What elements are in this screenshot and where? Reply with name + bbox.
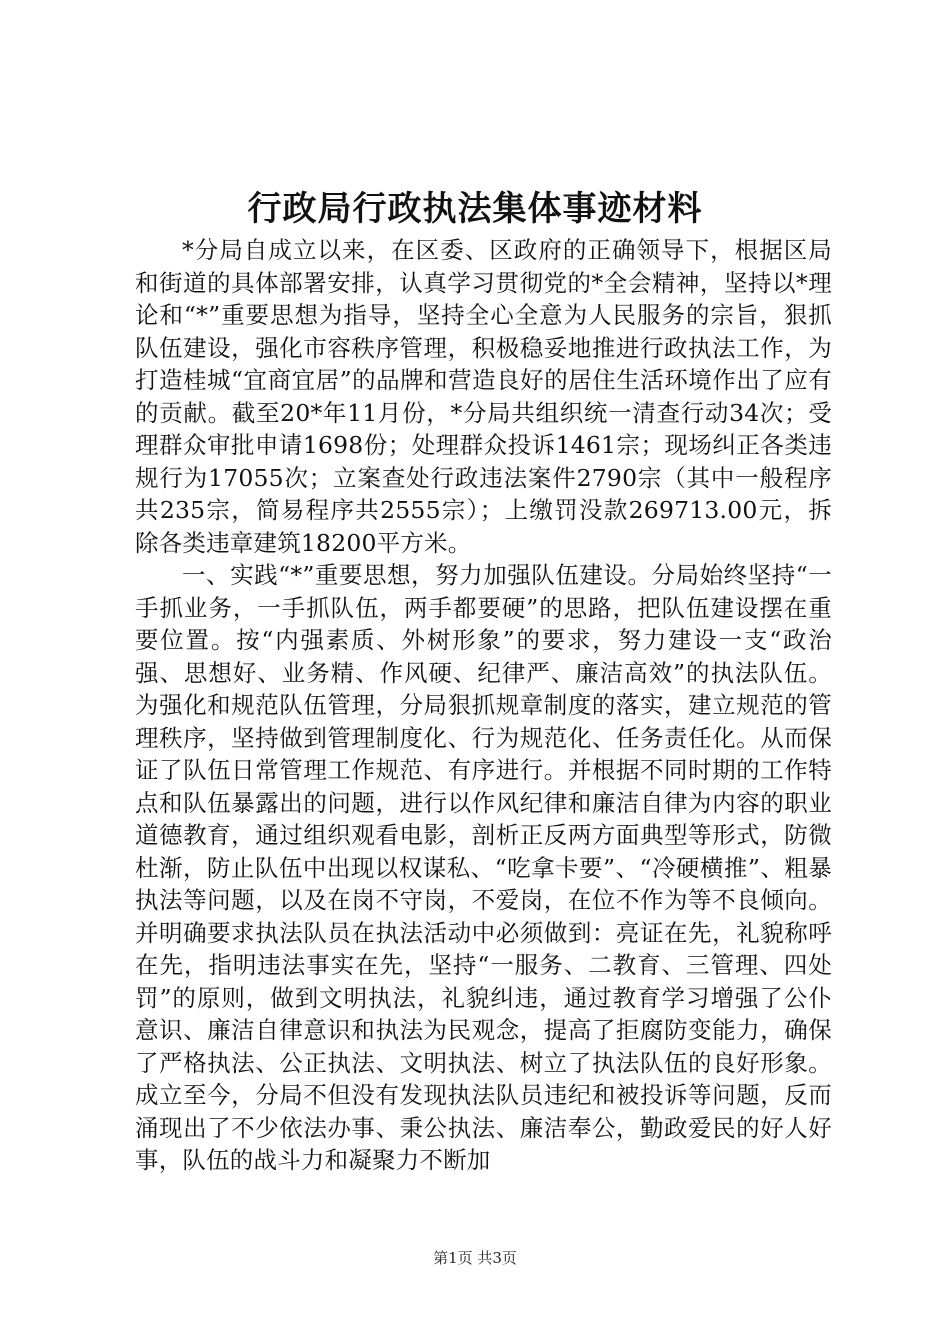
document-body xyxy=(135,234,832,1177)
document-title: 行政局行政执法集体事迹材料 xyxy=(247,189,703,229)
intro-paragraph: *分局自成立以来，在区委、区政府的正确领导下，根据区局和街道的具体部署安排，认真学习贯彻党的*全会精神，坚持以*理论和“*”重要思想为指导，坚持全心全意为人民服务的宗旨，狠抓队伍建设，强化市容秩序管理，积极稳妥地推进行政执法工作，为打造桂城“宜商宜居”的品牌和营造良好的居住生活环境作出了应有的贡献。截至20*年11月份，*分局共组织统一清查行动34次；受理群众审批申请1698份；处理群众投诉1461宗；现场纠正各类违规行为17055次；立案查处行政违法案件2790宗（其中一般程序共235宗，简易程序共2555宗）；上缴罚没款269713.00元，拆除各类违章建筑18200平方米。 xyxy=(135,236,832,557)
section-one-paragraph: 一、实践“*”重要思想，努力加强队伍建设。分局始终坚持“一手抓业务，一手抓队伍，两手都要硬”的思路，把队伍建设摆在重要位置。按“内强素质、外树形象”的要求，努力建设一支“政治强、思想好、业务精、作风硬、纪律严、廉洁高效”的执法队伍。为强化和规范队伍管理，分局狠抓规章制度的落实，建立规范的管理秩序，坚持做到管理制度化、行为规范化、任务责任化。从而保证了队伍日常管理工作规范、有序进行。并根据不同时期的工作特点和队伍暴露出的问题，进行以作风纪律和廉洁自律为内容的职业道德教育，通过组织观看电影，剖析正反两方面典型等形式，防微杜渐，防止队伍中出现以权谋私、“吃拿卡要”、“冷硬横推”、粗暴执法等问题，以及在岗不守岗，不爱岗，在位不作为等不良倾向。并明确要求执法队员在执法活动中必须做到：亮证在先，礼貌称呼在先，指明违法事实在先，坚持“一服务、二教育、三管理、四处罚”的原则，做到文明执法，礼貌纠违，通过教育学习增强了公仆意识、廉洁自律意识和执法为民观念，提高了拒腐防变能力，确保了严格执法、公正执法、文明执法、树立了执法队伍的良好形象。成立至今，分局不但没有发现执法队员违纪和被投诉等问题，反而涌现出了不少依法办事、秉公执法、廉洁奉公，勤政爱民的好人好事，队伍的战斗力和凝聚力不断加 xyxy=(135,561,832,1174)
page-number-footer: 第1页 共3页 xyxy=(433,1249,517,1267)
